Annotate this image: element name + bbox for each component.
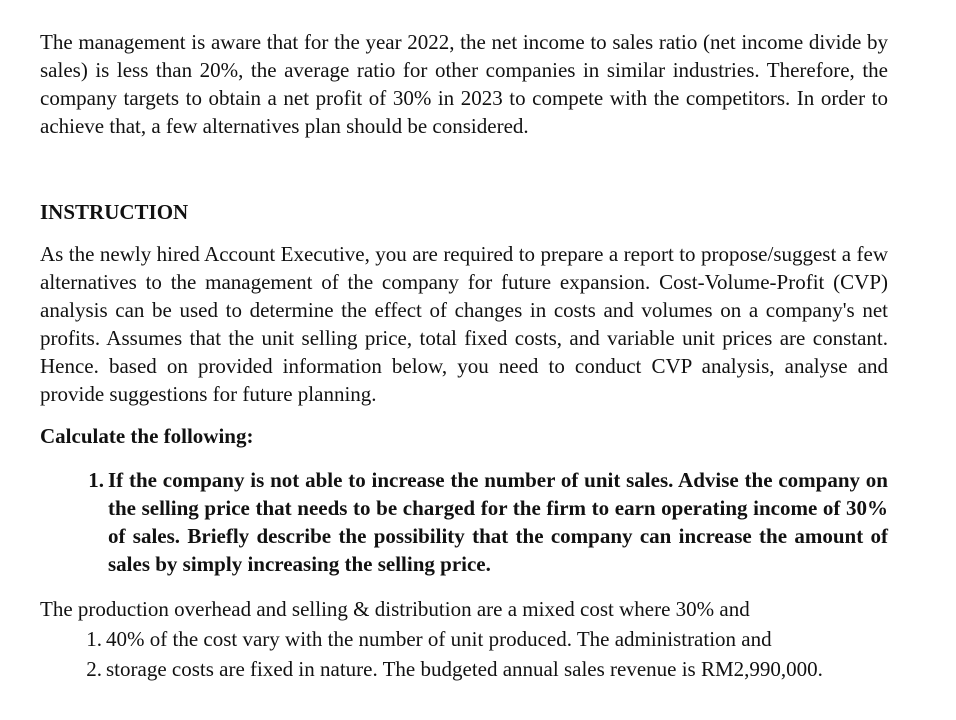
- info-list-number: 1.: [86, 627, 102, 651]
- info-list-text: storage costs are fixed in nature. The budgeted annual sales revenue is RM2,990,000.: [106, 657, 823, 681]
- intro-paragraph: The management is aware that for the year 2022, the net income to sales ratio (net income divide by sales) is less than 20%, the average ratio for other companies in similar industries. Therefore, the company targets to obtain a net profit of 30% in 2023 to compete with the competitors. In order to achieve that, a few alternatives plan should be considered.: [40, 30, 888, 138]
- info-list-text: 40% of the cost vary with the number of unit produced. The administration and: [106, 627, 772, 651]
- question-text: If the company is not able to increase the number of unit sales. Advise the company on the selling price that needs to be charged for the firm to earn operating income of 30% of sales. Briefly describe the possibility that the company can increase the amount of sales by simply increasing the selling price.: [108, 468, 888, 576]
- question-item: [40, 466, 888, 578]
- instruction-paragraph: As the newly hired Account Executive, you are required to prepare a report to propose/suggest a few alternatives to the management of the company for future expansion. Cost-Volume-Profit (CVP) analysis can be used to determine the effect of changes in costs and volumes on a company's net profits. Assumes that the unit selling price, total fixed costs, and variable unit prices are constant. Hence. based on provided information below, you need to conduct CVP analysis, analyse and provide suggestions for future planning.: [40, 242, 888, 406]
- info-first-line: The production overhead and selling & distribution are a mixed cost where 30% and: [40, 597, 750, 621]
- info-list-item: [40, 654, 888, 684]
- info-list-number: 2.: [86, 657, 102, 681]
- calculate-heading: Calculate the following:: [40, 424, 254, 448]
- instruction-heading: INSTRUCTION: [40, 200, 189, 224]
- document-page: [40, 28, 888, 684]
- info-list-item: [40, 624, 888, 654]
- question-number: 1.: [88, 468, 104, 492]
